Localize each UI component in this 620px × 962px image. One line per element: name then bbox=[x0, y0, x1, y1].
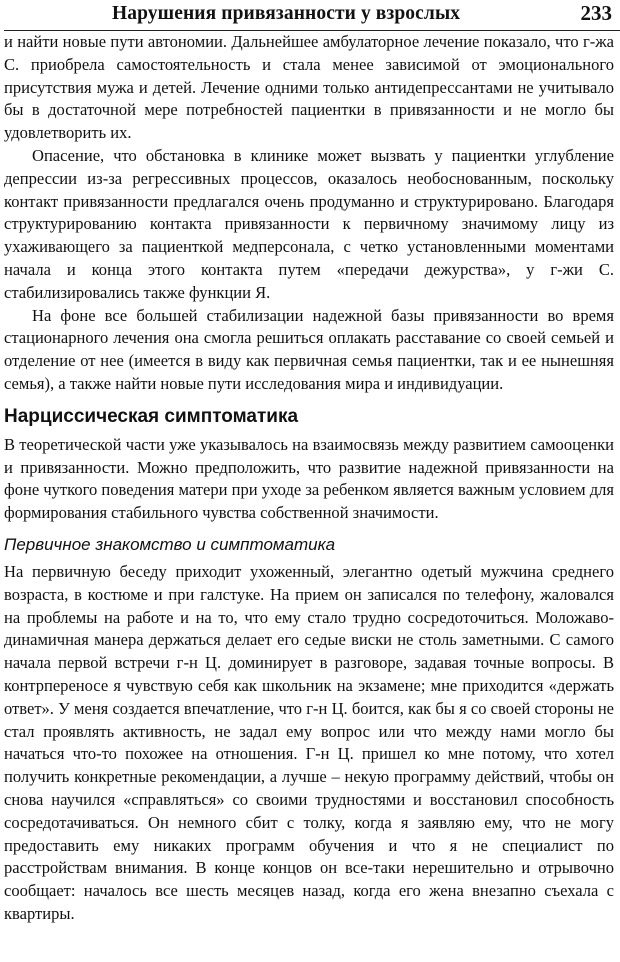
page-header bbox=[4, 0, 620, 31]
paragraph: На фоне все большей стабилизации надежной базы привязанности во время стационарного лечения она смогла решиться оплакать расставание со своей семьей и отделение от нее (имеется в виду как первичная семья пациентки, так и ее нынешняя семья), а также найти новые пути исследования мира и индивидуации. bbox=[4, 305, 614, 393]
page-number: 233 bbox=[580, 1, 612, 25]
paragraph: В теоретической части уже указывалось на взаимосвязь между развитием самооценки и привязанности. Можно предположить, что развитие надежной привязанности на фоне чуткого поведения матери при уходе за ребенком является важным условием для формирования стабильного чувства собственной значимости. bbox=[4, 434, 614, 523]
running-title: Нарушения привязанности у взрослых bbox=[112, 3, 461, 24]
section-heading: Нарциссическая симптоматика bbox=[4, 405, 299, 427]
paragraph: На первичную беседу приходит ухоженный, элегантно одетый мужчина среднего возраста, в костюме и при галстуке. На прием он записался по телефону, жаловался на проблемы на работе и на то, что ему стало трудно сосредоточиться. Моложаво-динамичная манера держаться делает его седые виски не столь заметными. С самого начала первой встречи г-н Ц. доминирует в разговоре, задавая точные вопросы. В контрпереносе я чувствую себя как школьник на экзамене; мне приходится «держать ответ». У меня создается впечатление, что г-н Ц. боится, как бы я со своей стороны не стал проявлять активность, не задал ему вопрос или что между нами могло бы начаться что-то похожее на отношения. Г-н Ц. пришел ко мне потому, что хотел получить конкретные рекомендации, а лучше – некую программу действий, чтобы он снова научился «справляться» со своими трудностями и восстановил способность сосредотачиваться. Он немного сбит с толку, когда я заявляю ему, что не могу предоставить ему никаких программ обучения и что я не специалист по расстройствам внимания. В конце концов он все-таки нерешительно и отрывочно сообщает: началось все шесть месяцев назад, когда его жена внезапно съехала с квартиры. bbox=[4, 561, 614, 923]
page-body bbox=[4, 31, 614, 926]
subsection-heading: Первичное знакомство и симптоматика bbox=[4, 534, 336, 554]
paragraph: Опасение, что обстановка в клинике может вызвать у пациентки углубление депрессии из-за регрессивных процессов, оказалось необоснованным, поскольку контакт привязанности предлагался очень продуманно и структурировано. Благодаря структурированию контакта привязанности к первичному значимому лицу из ухаживающего за пациенткой медперсонала, с четко установленными моментами начала и конца этого контакта путем «передачи дежурства», у г-жи С. стабилизировались также функции Я. bbox=[4, 145, 614, 302]
paragraph-continued: и найти новые пути автономии. Дальнейшее амбулаторное лечение показало, что г-жа С. приобрела самостоятельность и стала менее зависимой от эмоционального присутствия мужа и детей. Лечение одними только антидепрессантами не учитывало бы в достаточной мере потребностей пациентки в привязанности и не могло бы удовлетворить их. bbox=[4, 32, 614, 143]
